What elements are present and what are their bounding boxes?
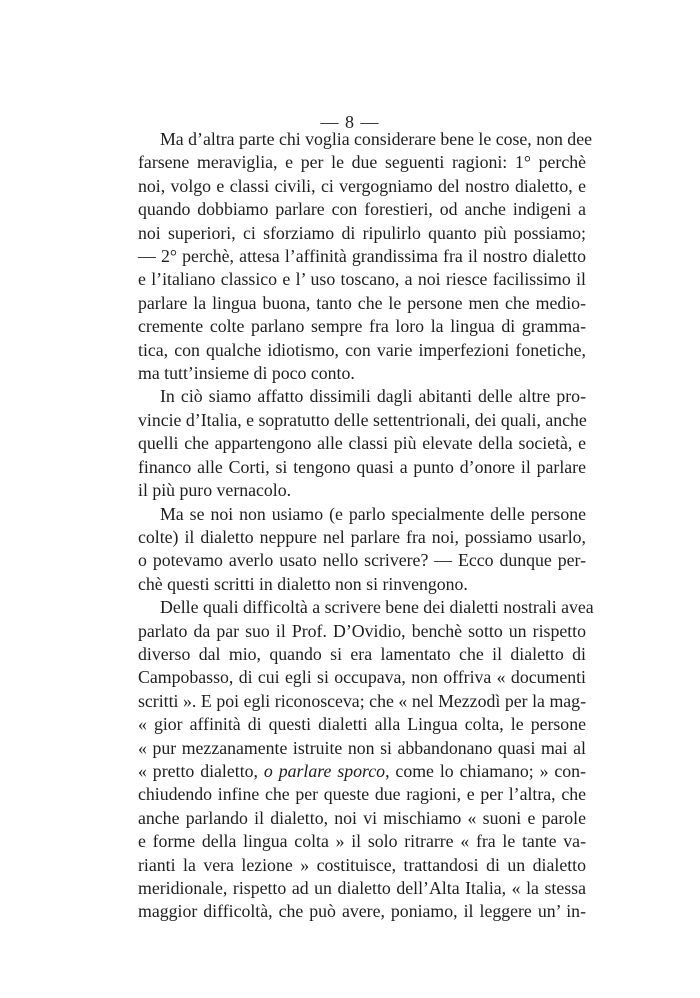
text-line: financo alle Corti, si tengono quasi a punto d’onore il parlare xyxy=(138,456,586,477)
text-line: « gior affinità di questi dialetti alla Lingua colta, le persone xyxy=(138,714,586,735)
text-line: Ma d’altra parte chi voglia considerare bene le cose, non dee xyxy=(160,129,592,149)
text-line: vincie d’Italia, e sopratutto delle settentrionali, dei quali, anche xyxy=(138,409,587,430)
text-line: noi, volgo e classi civili, ci vergogniamo del nostro dialetto, e xyxy=(138,175,586,196)
text-line xyxy=(138,760,586,783)
text-line: e forme della lingua colta » il solo ritrarre « fra le tante va- xyxy=(138,831,586,852)
text-line: o potevamo averlo usato nello scrivere? — Ecco dunque per- xyxy=(138,550,586,571)
text-line: Ma se noi non usiamo (e parlo specialmente delle persone xyxy=(160,503,586,524)
text-segment: « pretto dialetto, xyxy=(138,760,264,781)
text-line: In ciò siamo affatto dissimili dagli abitanti delle altre pro- xyxy=(160,386,586,407)
text-line: « pur mezzanamente istruite non si abbandonano quasi mai al xyxy=(138,737,586,758)
text-line: il più puro vernacolo. xyxy=(138,480,292,501)
text-line: quando dobbiamo parlare con forestieri, od anche indigeni a xyxy=(138,199,586,220)
text-line: farsene meraviglia, e per le due seguenti ragioni: 1° perchè xyxy=(138,152,586,173)
text-line: parlato da par suo il Prof. D’Ovidio, benchè sotto un rispetto xyxy=(138,620,586,641)
page-number: — 8 — xyxy=(320,112,380,132)
text-line: chiudendo infine che per queste due ragioni, e per l’altra, che xyxy=(138,784,586,805)
text-line: anche parlando il dialetto, noi vi mischiamo « suoni e parole xyxy=(138,807,586,828)
text-line: Delle quali difficoltà a scrivere bene dei dialetti nostrali avea xyxy=(160,597,594,618)
text-line: tica, con qualche idiotismo, con varie imperfezioni fonetiche, xyxy=(138,339,586,360)
text-line: rianti la vera lezione » costituisce, trattandosi di un dialetto xyxy=(138,854,586,875)
body-text xyxy=(138,128,594,924)
text-line: meridionale, rispetto ad un dialetto dell’Alta Italia, « la stessa xyxy=(138,878,586,898)
text-line: colte) il dialetto neppure nel parlare fra noi, possiamo usarlo, xyxy=(138,526,586,547)
italic-phrase: o parlare sporco xyxy=(263,760,386,781)
text-line: e l’italiano classico e l’ uso toscano, a noi riesce facilissimo il xyxy=(138,269,586,290)
text-line: scritti ». E poi egli riconosceva; che « nel Mezzodì per la mag- xyxy=(138,690,586,711)
text-line: noi superiori, ci sforziamo di ripulirlo quanto più possiamo; xyxy=(138,222,586,243)
text-line: Campobasso, di cui egli si occupava, non offriva « documenti xyxy=(138,667,586,688)
text-line: chè questi scritti in dialetto non si rinvengono. xyxy=(138,573,468,594)
text-line: ma tutt’insieme di poco conto. xyxy=(138,363,355,384)
text-line: quelli che appartengono alle classi più elevate della società, e xyxy=(138,433,586,454)
text-line: cremente colte parlano sempre fra loro la lingua di gramma- xyxy=(138,316,586,337)
text-line: diverso dal mio, quando si era lamentato che il dialetto di xyxy=(138,643,586,664)
text-line: maggior difficoltà, che può avere, poniamo, il leggere un’ in- xyxy=(138,901,586,922)
text-line: — 2° perchè, attesa l’affinità grandissima fra il nostro dialetto xyxy=(138,246,586,267)
text-line: parlare la lingua buona, tanto che le persone men che medio- xyxy=(138,292,586,313)
text-segment: , come lo chiamano; » con- xyxy=(385,760,586,781)
